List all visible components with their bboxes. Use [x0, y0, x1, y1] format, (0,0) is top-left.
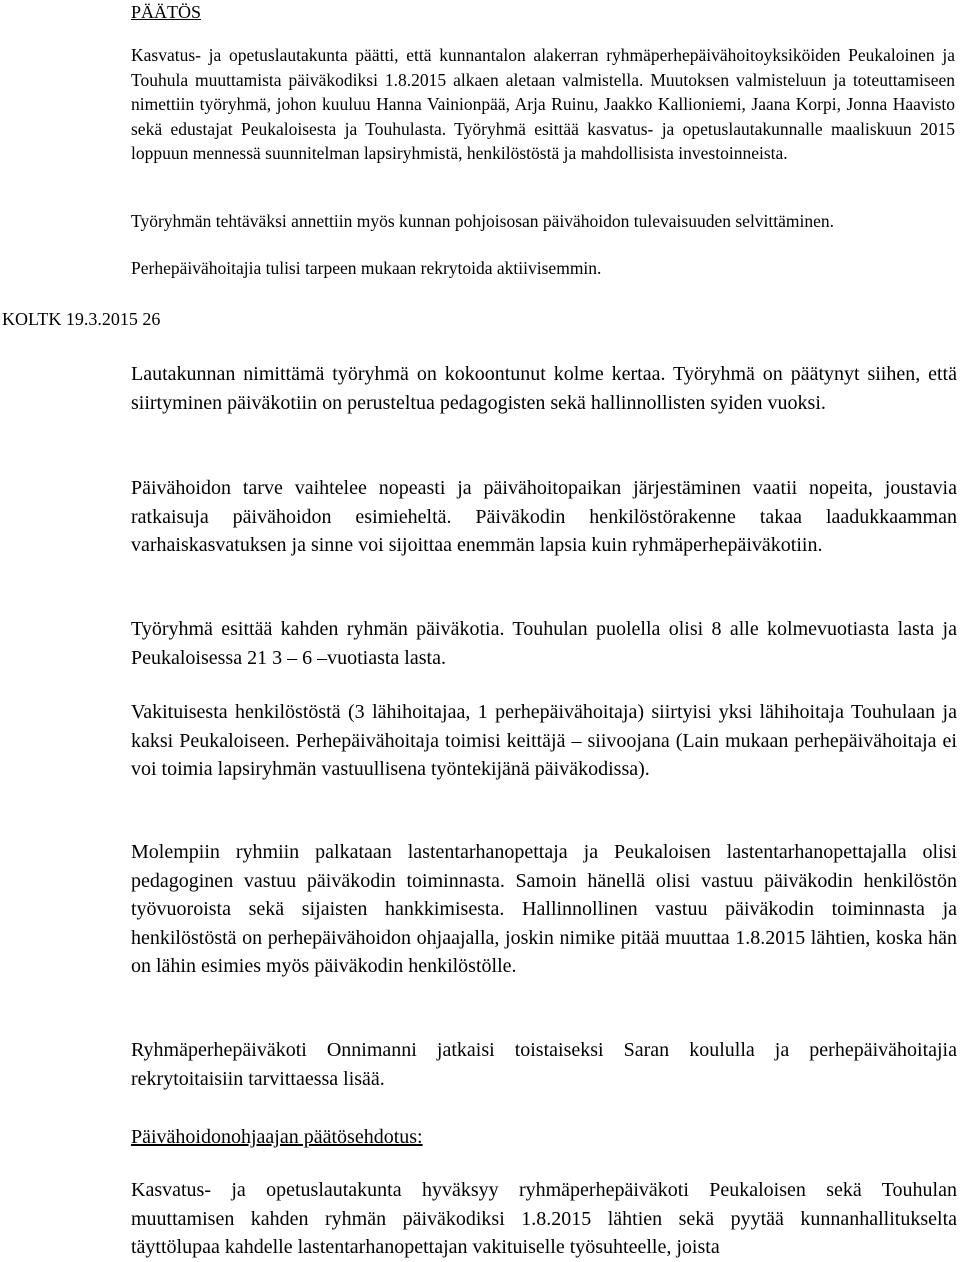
body-paragraph: Ryhmäperhepäiväkoti Onnimanni jatkaisi toistaiseksi Saran koululla ja perhepäivähoitajia rekrytoitaisiin tarvittaessa lisää. — [131, 1039, 957, 1090]
meeting-reference: KOLTK 19.3.2015 26 — [2, 309, 161, 329]
section-heading: PÄÄTÖS — [131, 2, 202, 22]
recruit-paragraph: Perhepäivähoitajia tulisi tarpeen mukaan rekrytoida aktiivisemmin. — [131, 258, 602, 278]
body-paragraph: Molempiin ryhmiin palkataan lastentarhanopettaja ja Peukaloisen lastentarhanopettajalla olisi pedagoginen vastuu päiväkodin toiminnasta. Samoin hänellä olisi vastuu päiväkodin henkilöstön työvuoroista sekä sijaisten hankkimisesta. Hallinnollinen vastuu päiväkodin toiminnasta ja henkilöstöstä on perhepäivähoidon ohjaajalla, joskin nimike pitää muuttaa 1.8.2015 lähtien, koska hän on lähin esimies myös päiväkodin henkilöstölle. — [131, 841, 957, 977]
proposal-heading: Päivähoidonohjaajan päätösehdotus: — [131, 1126, 423, 1148]
body-paragraph: Työryhmä esittää kahden ryhmän päiväkotia. Touhulan puolella olisi 8 alle kolmevuotiasta lasta ja Peukaloisessa 21 3 – 6 –vuotiasta lasta. — [131, 618, 957, 669]
task-paragraph: Työryhmän tehtäväksi annettiin myös kunnan pohjoisosan päivähoidon tulevaisuuden selvittäminen. — [131, 211, 835, 231]
body-paragraph: Päivähoidon tarve vaihtelee nopeasti ja päivähoitopaikan järjestäminen vaatii nopeita, joustavia ratkaisuja päivähoidon esimieheltä. Päiväkodin henkilöstörakenne takaa laadukkaamman varhaiskasvatuksen ja sinne voi sijoittaa enemmän lapsia kuin ryhmäperhepäiväkotiin. — [131, 477, 957, 556]
body-paragraph: Vakituisesta henkilöstöstä (3 lähihoitajaa, 1 perhepäivähoitaja) siirtyisi yksi lähihoitaja Touhulaan ja kaksi Peukaloiseen. Perhepäivähoitaja toimisi keittäjä – siivoojana (Lain mukaan perhepäivähoitaja ei voi toimia lapsiryhmän vastuullisena työntekijänä päiväkodissa). — [131, 701, 957, 780]
proposal-paragraph: Kasvatus- ja opetuslautakunta hyväksyy ryhmäperhepäiväkoti Peukaloisen sekä Touhulan muuttamisen kahden ryhmän päiväkodiksi 1.8.2015 lähtien sekä pyytää kunnanhallitukselta täyttölupaa kahdelle lastentarhanopettajan vakituiselle työsuhteelle, joista — [131, 1179, 957, 1258]
decision-paragraph: Kasvatus- ja opetuslautakunta päätti, että kunnantalon alakerran ryhmäperhepäivähoitoyksiköiden Peukaloinen ja Touhula muuttamista päiväkodiksi 1.8.2015 alkaen aletaan valmistella. Muutoksen valmisteluun ja toteuttamiseen nimettiin työryhmä, johon kuuluu Hanna Vainionpää, Arja Ruinu, Jaakko Kallioniemi, Jaana Korpi, Jonna Haavisto sekä edustajat Peukaloisesta ja Touhulasta. Työryhmä esittää kasvatus- ja opetuslautakunnalle maaliskuun 2015 loppuun mennessä suunnitelman lapsiryhmistä, henkilöstöstä ja mahdollisista investoinneista. — [131, 45, 955, 163]
body-paragraph: Lautakunnan nimittämä työryhmä on kokoontunut kolme kertaa. Työryhmä on päätynyt siihen, että siirtyminen päiväkotiin on perusteltua pedagogisten sekä hallinnollisten syiden vuoksi. — [131, 363, 957, 414]
